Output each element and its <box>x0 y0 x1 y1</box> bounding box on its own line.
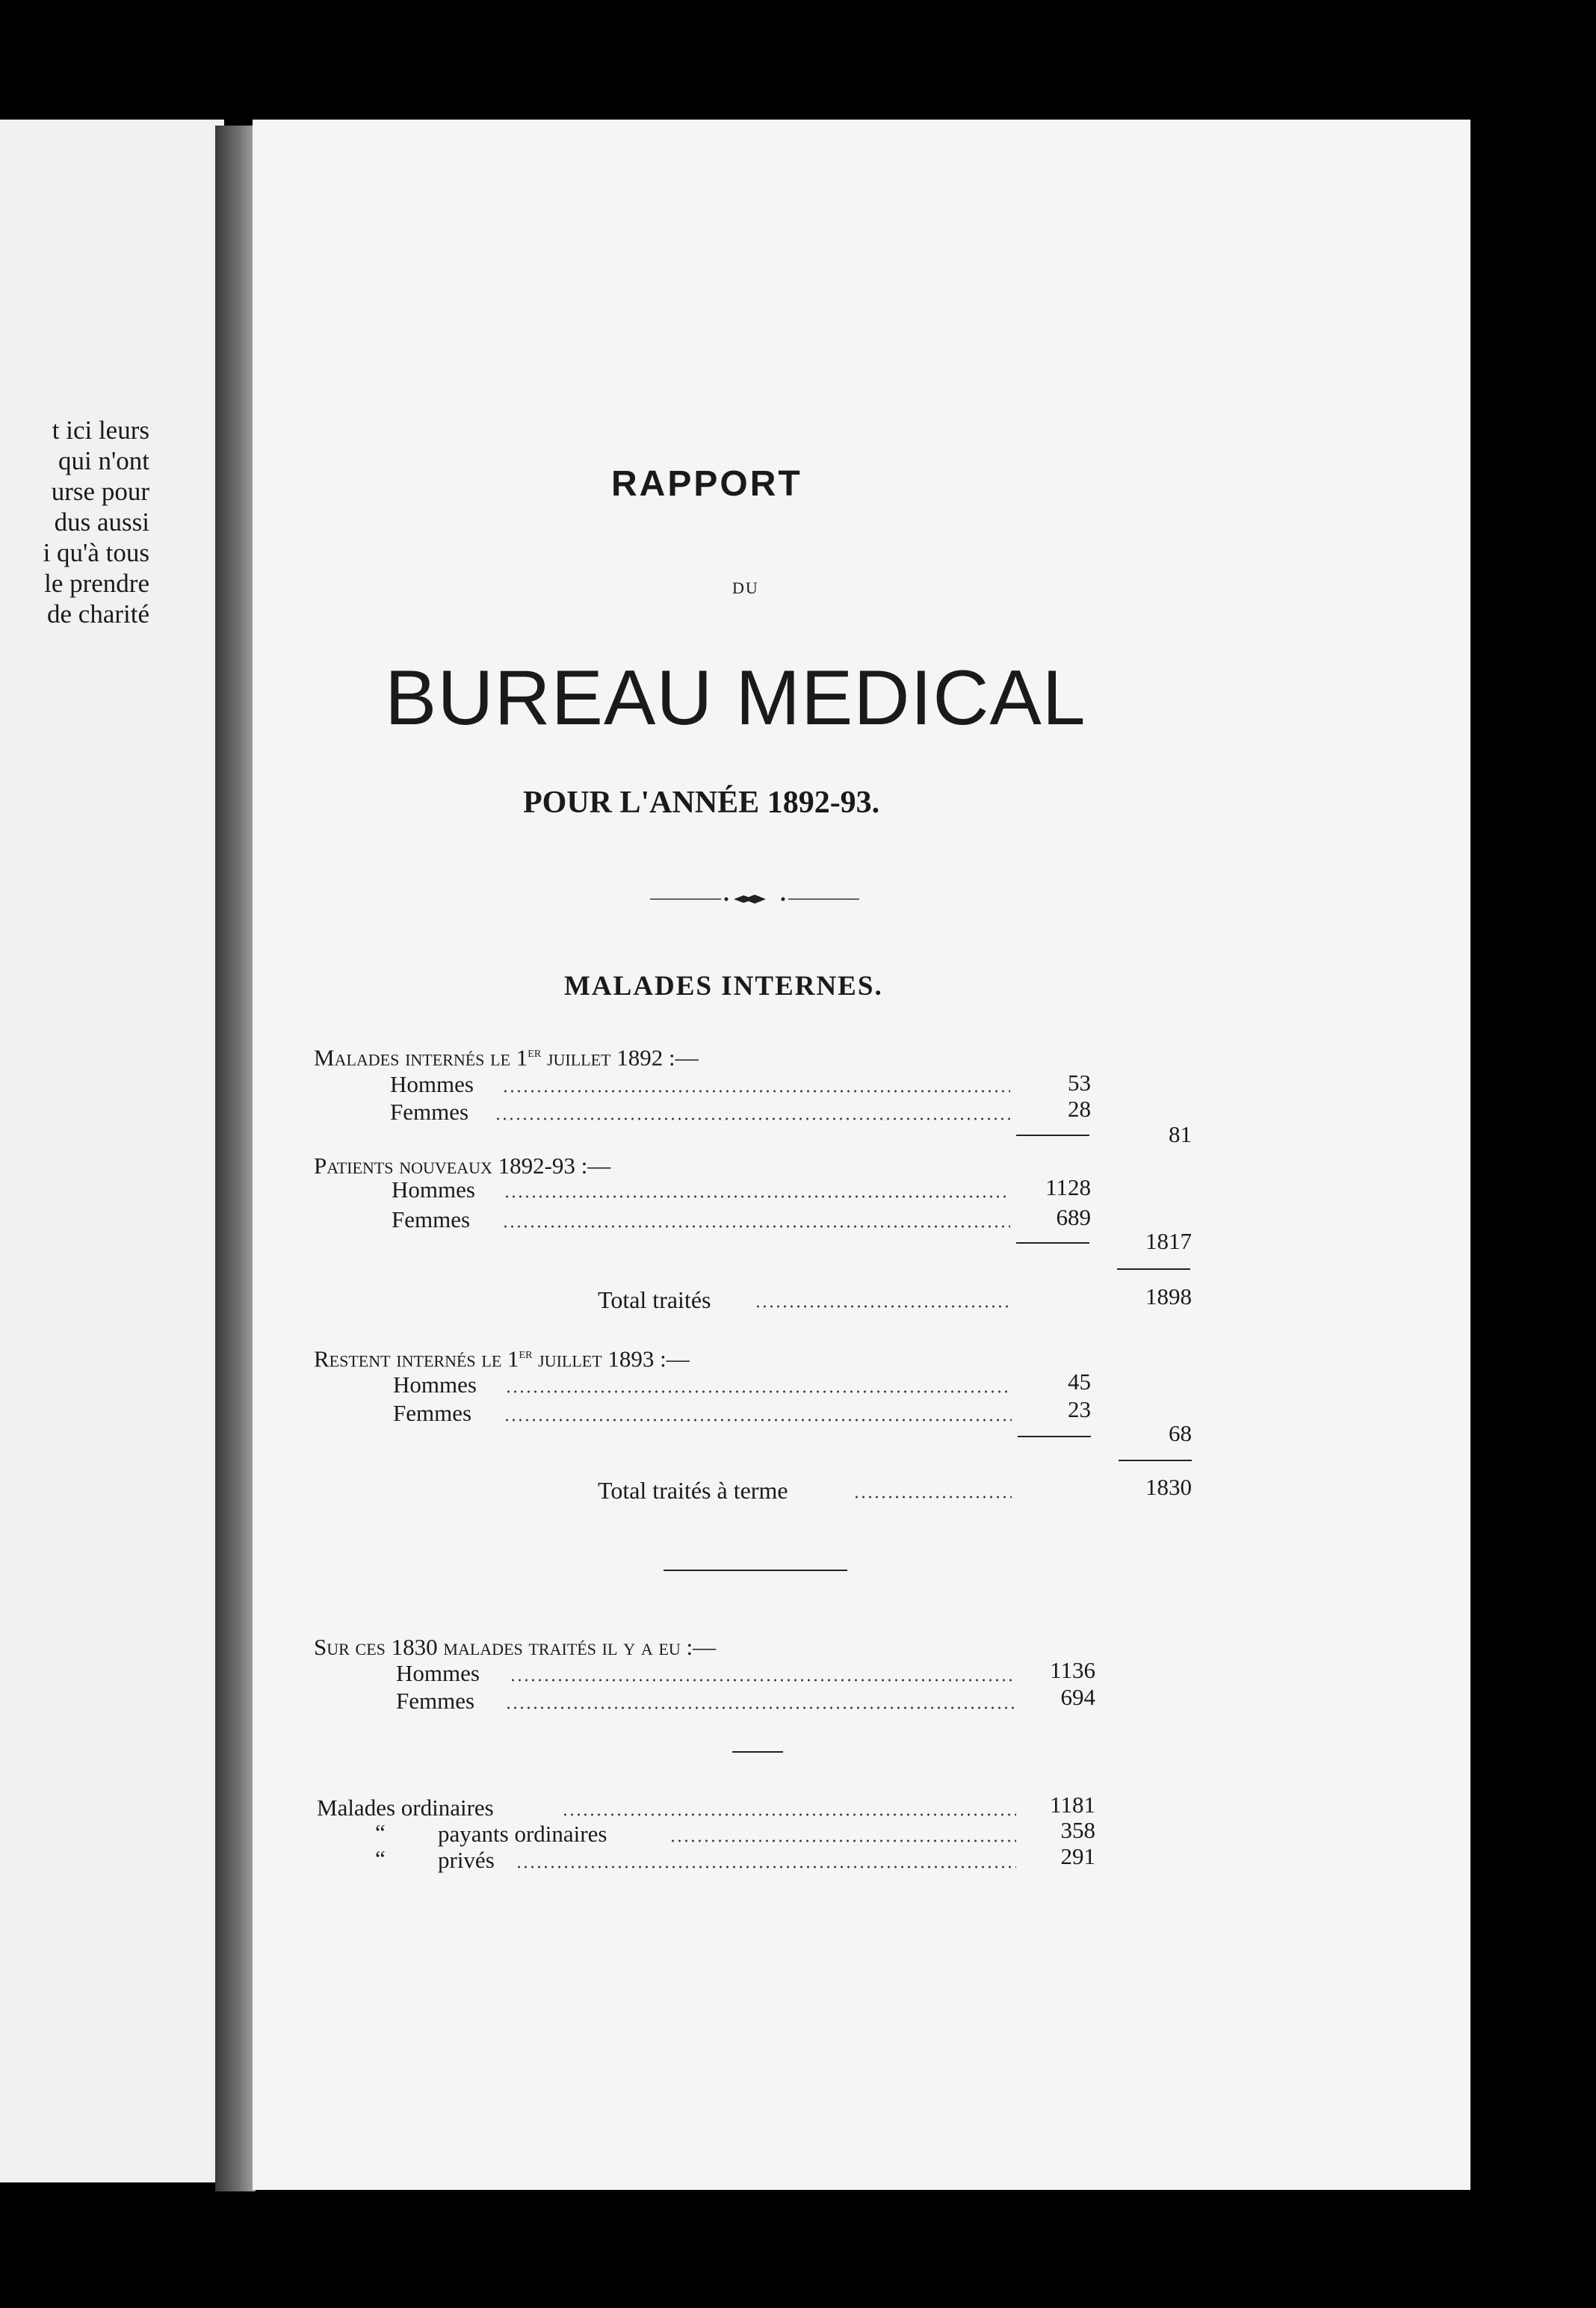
ditto-mark: “ <box>375 1819 386 1845</box>
label-malades-ordinaires: Malades ordinaires <box>317 1795 494 1821</box>
label-hommes: Hommes <box>390 1071 474 1097</box>
label-femmes: Femmes <box>393 1400 472 1426</box>
section-divider <box>664 1570 847 1571</box>
value-malades-ordinaires: 1181 <box>1050 1792 1095 1818</box>
heading-text: Malades internés le 1 <box>314 1044 528 1071</box>
sum-rule <box>1016 1242 1089 1244</box>
left-text-line: le prendre <box>44 569 149 598</box>
dot-leader <box>502 1090 1010 1093</box>
dot-leader <box>510 1679 1016 1682</box>
dot-leader <box>495 1117 1010 1120</box>
page-gutter <box>215 126 256 2191</box>
title-du: DU <box>732 578 759 597</box>
heading-internes-1892 <box>314 1044 699 1071</box>
label-prives: privés <box>438 1847 495 1873</box>
ornament-divider <box>650 888 859 910</box>
label-femmes: Femmes <box>390 1099 469 1125</box>
heading-patients-nouveaux: Patients nouveaux 1892-93 :— <box>314 1153 611 1179</box>
heading-restent-1893 <box>314 1345 690 1372</box>
dot-leader <box>502 1225 1010 1228</box>
value-hommes: 1136 <box>1050 1657 1095 1683</box>
left-text-line: de charité <box>47 599 149 629</box>
heading-text: juillet 1893 :— <box>532 1345 690 1372</box>
section-title: MALADES INTERNES. <box>564 971 883 1002</box>
left-text-line: urse pour <box>51 477 149 506</box>
value-femmes: 689 <box>1056 1204 1091 1230</box>
subtotal-restent-1893: 68 <box>1169 1420 1192 1446</box>
heading-superscript: er <box>519 1345 533 1362</box>
dot-leader <box>755 1305 1010 1308</box>
value-femmes: 23 <box>1068 1396 1091 1422</box>
value-payants-ordinaires: 358 <box>1060 1817 1095 1843</box>
value-total-traites: 1898 <box>1145 1283 1192 1309</box>
title-year: POUR L'ANNÉE 1892-93. <box>523 786 880 820</box>
heading-sur-ces: Sur ces 1830 malades traités il y a eu :— <box>314 1634 717 1660</box>
value-prives: 291 <box>1060 1843 1095 1869</box>
left-text-line: i qu'à tous <box>43 538 149 567</box>
ditto-mark: “ <box>375 1845 386 1872</box>
left-text-line: qui n'ont <box>58 446 149 475</box>
left-text-line: t ici leurs <box>52 416 149 445</box>
value-femmes: 28 <box>1068 1096 1091 1122</box>
dot-leader <box>853 1496 1012 1499</box>
label-total-traites: Total traités <box>598 1286 711 1313</box>
label-payants-ordinaires: payants ordinaires <box>438 1821 607 1847</box>
title-bureau-medical: BUREAU MEDICAL <box>385 655 1086 741</box>
value-hommes: 1128 <box>1045 1174 1091 1200</box>
sum-rule <box>1117 1268 1190 1270</box>
label-hommes: Hommes <box>392 1176 475 1203</box>
value-hommes: 45 <box>1068 1369 1091 1395</box>
value-femmes: 694 <box>1060 1684 1095 1710</box>
dot-leader <box>504 1195 1010 1198</box>
heading-superscript: er <box>528 1044 542 1061</box>
dot-leader <box>516 1866 1016 1869</box>
left-text-line: dus aussi <box>54 507 149 537</box>
left-page-text <box>0 415 149 629</box>
heading-text: juillet 1892 :— <box>541 1044 699 1071</box>
label-femmes: Femmes <box>396 1688 475 1714</box>
sum-rule <box>1119 1460 1192 1461</box>
sum-rule <box>1016 1135 1089 1136</box>
subtotal-internes-1892: 81 <box>1169 1121 1192 1147</box>
value-hommes: 53 <box>1068 1070 1091 1096</box>
label-total-terme: Total traités à terme <box>598 1477 788 1504</box>
dot-leader <box>505 1390 1012 1393</box>
section-divider <box>732 1751 783 1753</box>
value-total-terme: 1830 <box>1145 1474 1192 1500</box>
title-rapport: RAPPORT <box>611 464 802 504</box>
label-hommes: Hommes <box>393 1371 477 1398</box>
subtotal-nouveaux: 1817 <box>1145 1228 1192 1254</box>
dot-leader <box>562 1813 1016 1816</box>
label-hommes: Hommes <box>396 1660 480 1686</box>
dot-leader <box>505 1706 1016 1709</box>
dot-leader <box>504 1419 1012 1422</box>
label-femmes: Femmes <box>392 1206 471 1232</box>
heading-text: Restent internés le 1 <box>314 1345 519 1372</box>
dot-leader <box>669 1839 1016 1842</box>
